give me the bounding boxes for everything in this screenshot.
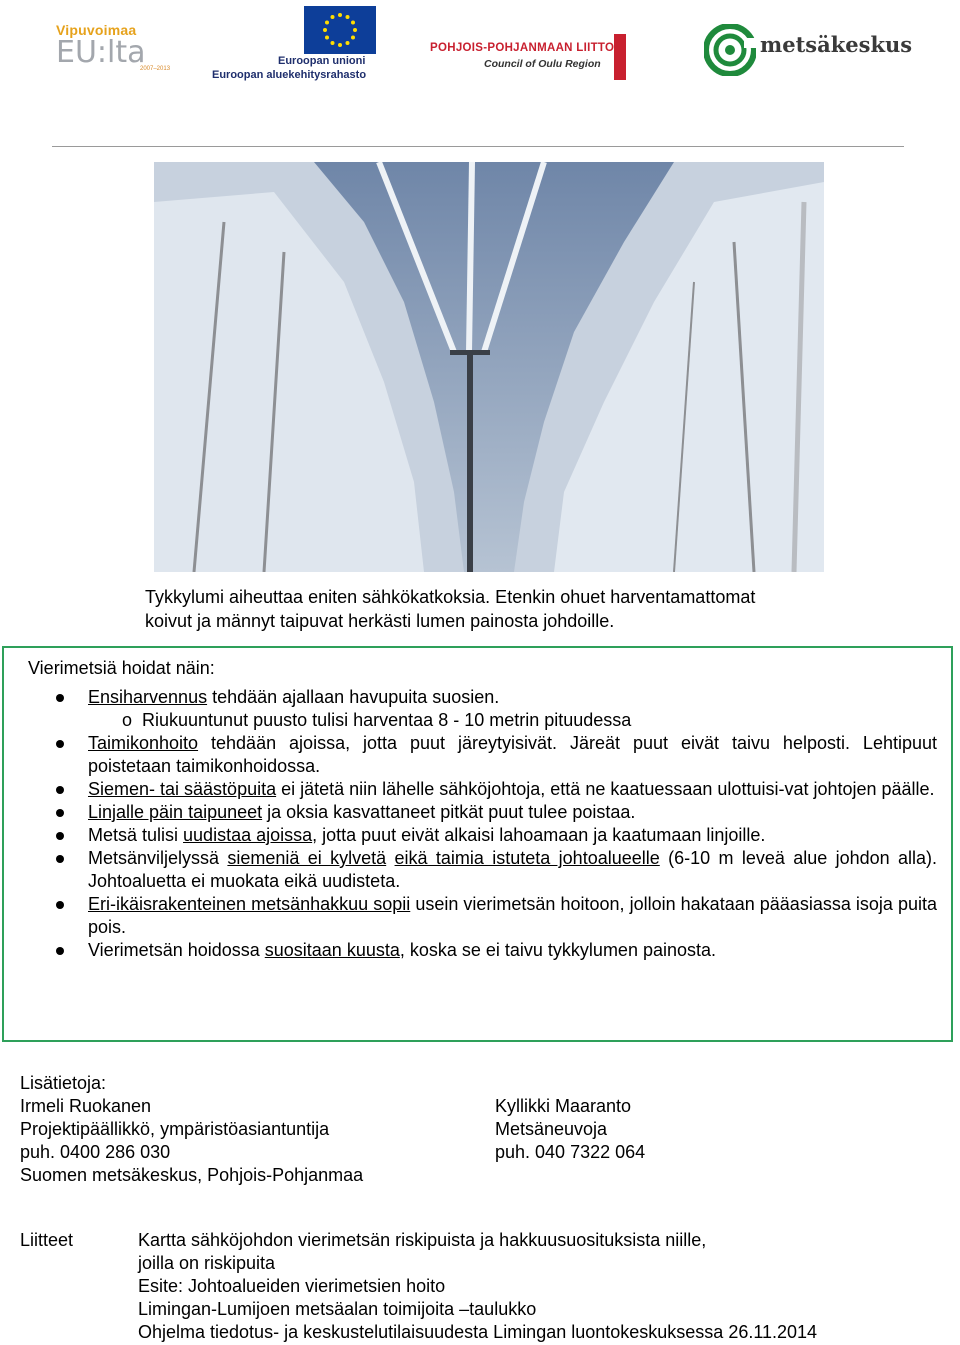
item-text: Vierimetsän hoidossa [88,940,265,960]
list-item [4,732,949,778]
logo-vipuvoimaa-text: Vipuvoimaa [56,22,137,38]
item-text: Metsä tulisi [88,825,184,845]
item-text: (6-10 m leveä alue johdon alla). Johtoaluetta ei muokata eikä uudisteta. [88,848,938,891]
item-text: , koska se ei taivu tykkylumen painosta. [399,940,717,960]
contact-right-title: Metsäneuvoja [495,1119,608,1139]
item-underlined: siemeniä ei kylvetä [227,848,387,868]
attachment-line: Kartta sähköjohdon vierimetsän riskipuista ja hakkuusuosituksista niille, [138,1230,707,1250]
eu-star-icon [325,21,329,25]
logo-eulta-text: EU:lta [56,35,146,70]
eu-star-icon [346,41,350,45]
liitto-name-text: POHJOIS-POHJANMAAN LIITTO [430,42,615,54]
eu-logo-line2: Euroopan aluekehitysrahasto [212,69,367,81]
attachment-line: Esite: Johtoalueiden vierimetsien hoito [138,1276,446,1296]
item-underlined: Siemen- tai säästöpuita [88,779,277,799]
eu-star-icon [323,28,327,32]
eu-star-icon [346,15,350,19]
item-text: tehdään ajoissa, jotta puut järeytyisivät. Järeät puut eivät taivu helposti. Lehtipuut poistetaan taimikonhoidossa. [88,733,937,776]
item-text: ei jätetä niin lähelle sähköjohtoja, että ne kaatuessaan ulottuisi-vat johtojen päälle. [276,779,935,799]
care-instructions-list [4,686,949,962]
care-instructions-box [2,646,953,1042]
bullet-icon [56,832,64,840]
contact-right-name: Kyllikki Maaranto [495,1096,632,1116]
item-text: Metsänviljelyssä [88,848,228,868]
contact-left-name: Irmeli Ruokanen [20,1096,152,1116]
liitto-subtitle-text: Council of Oulu Region [484,58,601,70]
item-underlined: Linjalle päin taipuneet [88,802,263,822]
item-text: usein vierimetsän hoitoon, jolloin hakataan pääasiassa isoja puita pois. [88,894,937,937]
item-text [386,848,394,868]
eu-logo-text [212,54,366,82]
contact-right [495,1095,645,1164]
contact-left [20,1095,363,1187]
liitto-red-bar [614,34,626,80]
eu-star-icon [338,43,342,47]
eu-star-icon [338,13,342,17]
list-item [4,824,949,847]
list-item [4,893,949,939]
eu-star-icon [325,36,329,40]
metsakeskus-rings-icon [704,24,756,76]
bullet-icon [56,855,64,863]
list-item [4,778,949,801]
caption-line2: koivut ja männyt taipuvat herkästi lumen painosta johdoille. [145,611,615,631]
attachment-line: Ohjelma tiedotus- ja keskustelutilaisuudesta Limingan luontokeskuksessa 26.11.2014 [138,1322,818,1342]
contact-left-org: Suomen metsäkeskus, Pohjois-Pohjanmaa [20,1165,364,1185]
attachment-line: Limingan-Lumijoen metsäalan toimijoita –taulukko [138,1299,537,1319]
eu-star-icon [351,21,355,25]
logo-years-text: 2007–2013 [140,66,171,72]
item-text: ja oksia kasvattaneet pitkät puut tulee poistaa. [262,802,636,822]
eu-regional-fund-logo [212,6,372,82]
bullet-icon [56,786,64,794]
item-underlined: suositaan kuusta [264,940,400,960]
contact-left-title: Projektipäällikkö, ympäristöasiantuntija [20,1119,330,1139]
item-text: tehdään ajallaan havupuita suosien. [207,687,500,707]
box-title: Vierimetsiä hoidat näin: [28,658,215,678]
contact-right-phone: puh. 040 7322 064 [495,1142,646,1162]
metsakeskus-logo [704,22,913,80]
bullet-icon [56,740,64,748]
contact-heading: Lisätietoja: [20,1073,107,1093]
caption-line1: Tykkylumi aiheuttaa eniten sähkökatkoksia. Etenkin ohuet harventamattomat [145,587,756,607]
item-underlined: Taimikonhoito [88,733,199,753]
eu-star-icon [353,28,357,32]
item-text: , jotta puut eivät alkaisi lahoamaan ja kaatumaan linjoille. [312,825,766,845]
contact-left-phone: puh. 0400 286 030 [20,1142,171,1162]
list-item [4,847,949,893]
photo-caption [145,585,865,633]
pohjois-pohjanmaan-liitto-logo [430,34,630,80]
vipuvoimaa-eulta-logo [56,22,186,82]
item-underlined: eikä taimia istuteta johtoalueelle [394,848,660,868]
item-underlined: Eri-ikäisrakenteinen metsänhakkuu sopii [88,894,411,914]
eu-star-icon [351,36,355,40]
bullet-icon [56,809,64,817]
eu-star-icon [331,15,335,19]
attachments-label: Liitteet [20,1230,74,1250]
item-text: Riukuuntunut puusto tulisi harventaa 8 - 10 metrin pituudessa [142,710,632,730]
bullet-icon [56,901,64,909]
eu-flag-icon [304,6,376,54]
metsakeskus-name-text: metsäkeskus [760,32,913,57]
eu-star-icon [331,41,335,45]
attachments-list [138,1229,938,1344]
eu-logo-line1: Euroopan unioni [278,55,366,67]
list-subitem [4,709,949,732]
circle-bullet-icon: o [122,710,133,730]
list-item [4,686,949,709]
snowy-powerline-photo [154,162,824,572]
item-underlined: Ensiharvennus [88,687,208,707]
bullet-icon [56,694,64,702]
list-item [4,801,949,824]
bullet-icon [56,947,64,955]
item-underlined: uudistaa ajoissa [183,825,313,845]
header-divider [52,146,904,147]
list-item [4,939,949,962]
attachment-line: joilla on riskipuita [138,1253,276,1273]
